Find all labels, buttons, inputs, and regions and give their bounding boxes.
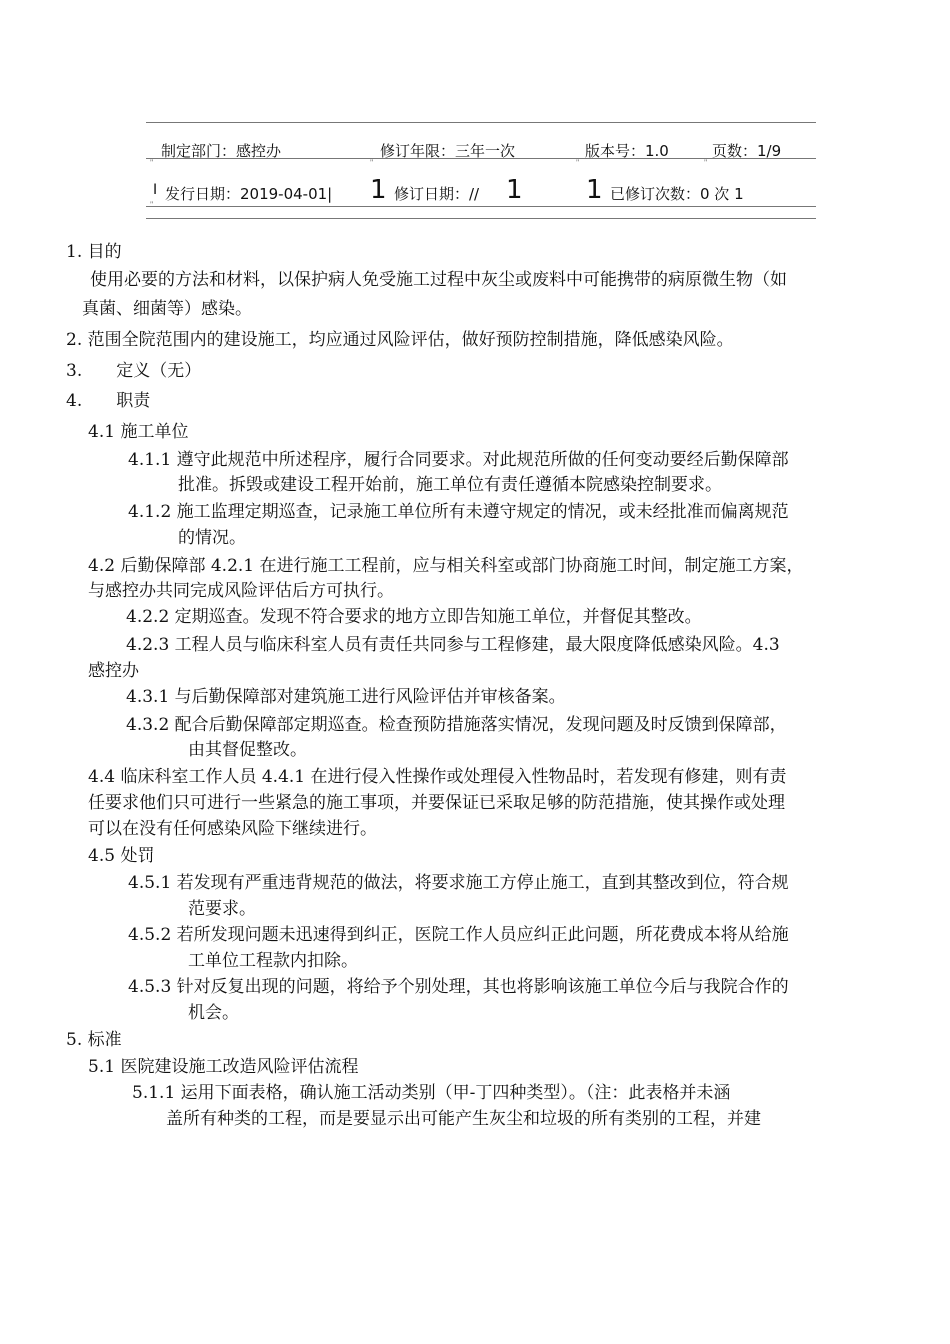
subsection-4-2-cont: 与感控办共同完成风险评估后方可执行。: [88, 581, 394, 601]
version-label: 版本号：1.0: [585, 142, 669, 160]
quote-mark: ": [704, 158, 708, 167]
section-1-heading: 1. 目的: [66, 242, 122, 262]
large-numeral: 1: [506, 175, 523, 205]
item-4-2-2: 4.2.2 定期巡查。发现不符合要求的地方立即告知施工单位，并督促其整改。: [126, 607, 702, 627]
subsection-4-4-cont: 可以在没有任何感染风险下继续进行。: [88, 819, 377, 839]
large-numeral: 1: [586, 175, 603, 205]
item-4-3-2: 4.3.2 配合后勤保障部定期巡查。检查预防措施落实情况，发现问题及时反馈到保障部，: [126, 715, 787, 735]
subsection-5-1-heading: 5.1 医院建设施工改造风险评估流程: [88, 1057, 359, 1077]
header-bottom-rule: [146, 218, 816, 219]
section-5-heading: 5. 标准: [66, 1030, 122, 1050]
item-4-5-1: 4.5.1 若发现有严重违背规范的做法，将要求施工方停止施工，直到其整改到位，符合规: [128, 873, 789, 893]
issue-date-label: 发行日期：2019-04-01|: [165, 185, 333, 203]
large-numeral: 1: [370, 175, 387, 205]
item-4-1-1: 4.1.1 遵守此规范中所述程序，履行合同要求。对此规范所做的任何变动要经后勤保障部: [128, 450, 789, 470]
header-middle-rule: [146, 158, 816, 159]
subsection-4-4: 4.4 临床科室工作人员 4.4.1 在进行侵入性操作或处理侵入性物品时，若发现有修建，则有责: [88, 767, 787, 787]
item-4-2-3: 4.2.3 工程人员与临床科室人员有责任共同参与工程修建，最大限度降低感染风险。4.3: [126, 635, 780, 655]
quote-mark: ": [150, 200, 154, 209]
section-1-paragraph: 真菌、细菌等）感染。: [82, 299, 252, 319]
revision-period-label: 修订年限：三年一次: [380, 142, 516, 160]
section-1-paragraph: 使用必要的方法和材料，以保护病人免受施工过程中灰尘或废料中可能携带的病原微生物（如: [90, 270, 787, 290]
dept-label: 制定部门：感控办: [161, 142, 282, 160]
item-4-5-3-cont: 机会。: [188, 1003, 239, 1023]
subsection-4-2: 4.2 后勤保障部 4.2.1 在进行施工工程前，应与相关科室或部门协商施工时间，制定施工方案，: [88, 556, 804, 576]
subsection-4-4-cont: 任要求他们只可进行一些紧急的施工事项，并要保证已采取足够的防范措施，使其操作或处理: [88, 793, 785, 813]
header-top-rule: [146, 122, 816, 123]
item-4-1-2-cont: 的情况。: [178, 528, 246, 548]
section-4-heading: 4. 职责: [66, 391, 151, 411]
item-4-1-1-cont: 批准。拆毁或建设工程开始前，施工单位有责任遵循本院感染控制要求。: [178, 475, 722, 495]
item-4-5-3: 4.5.3 针对反复出现的问题，将给予个别处理，其也将影响该施工单位今后与我院合作的: [128, 977, 789, 997]
item-4-5-1-cont: 范要求。: [188, 899, 256, 919]
item-4-3-1: 4.3.1 与后勤保障部对建筑施工进行风险评估并审核备案。: [126, 687, 566, 707]
quote-mark: ": [150, 158, 154, 167]
item-5-1-1: 5.1.1 运用下面表格，确认施工活动类别（甲-丁四种类型）。（注：此表格并未涵: [132, 1083, 731, 1103]
revised-count-label: 已修订次数：0 次 1: [610, 185, 744, 203]
item-4-2-3-cont: 感控办: [88, 661, 139, 681]
item-4-3-2-cont: 由其督促整改。: [188, 740, 307, 760]
quote-mark: ": [576, 158, 580, 167]
item-5-1-1-cont: 盖所有种类的工程，而是要显示出可能产生灰尘和垃圾的所有类别的工程，并建: [166, 1109, 761, 1129]
item-4-5-2: 4.5.2 若所发现问题未迅速得到纠正，医院工作人员应纠正此问题，所花费成本将从给施: [128, 925, 789, 945]
section-3-heading: 3. 定义（无）: [66, 361, 202, 381]
quote-mark: ": [370, 158, 374, 167]
item-4-1-2: 4.1.2 施工监理定期巡查，记录施工单位所有未遵守规定的情况，或未经批准而偏离规范: [128, 502, 789, 522]
item-4-5-2-cont: 工单位工程款内扣除。: [188, 951, 358, 971]
subsection-4-5-heading: 4.5 处罚: [88, 846, 155, 866]
pages-label: 页数：1/9: [712, 142, 782, 160]
revise-date-label: 修订日期：//: [394, 185, 480, 203]
section-2-paragraph: 2. 范围全院范围内的建设施工，均应通过风险评估，做好预防控制措施，降低感染风险。: [66, 330, 734, 350]
header-lower-rule: [146, 206, 816, 207]
subsection-4-1-heading: 4.1 施工单位: [88, 422, 189, 442]
pipe-mark: I: [153, 182, 158, 198]
